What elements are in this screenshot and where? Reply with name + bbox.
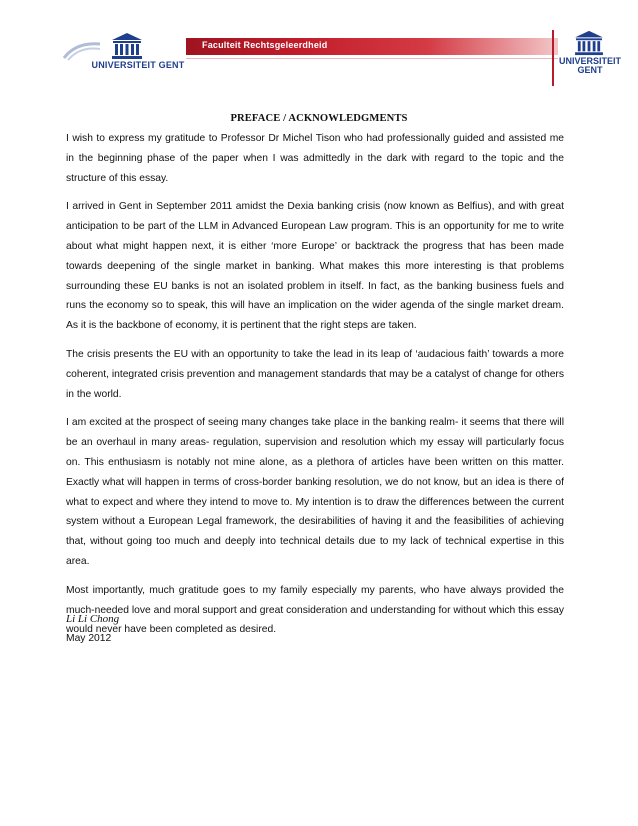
banner-underline: [186, 58, 558, 59]
paragraph: I arrived in Gent in September 2011 amidst the Dexia banking crisis (now known as Belfius), and with great anticipation to be part of the LLM in Advanced European Law program. This is an opportunity for me to write about what might happen next, it is either ‘more Europe’ or backtrack the progress that has been made towards deepening of the single market in banking. What makes this more interesting is that problems surrounding these EU banks is not an isolated problem in itself. In fact, as the banking business fuels and runs the economy so to speak, this will have an implication on the wider agenda of the single market dream. As it is the backbone of economy, it is pertinent that the right steps are taken.: [66, 201, 564, 332]
date: May 2012: [66, 633, 112, 644]
header-divider: [552, 30, 554, 86]
signature: Li Li Chong: [66, 613, 120, 625]
logo-left-text: UNIVERSITEIT GENT: [91, 60, 185, 70]
university-logo-left: [62, 32, 188, 84]
logo-swoosh-icon: [62, 38, 102, 62]
faculty-banner: [186, 38, 558, 55]
university-logo-right: [558, 30, 622, 86]
paragraph: The crisis presents the EU with an opportunity to take the lead in its leap of ‘audacious faith’ towards a more coherent, integrated crisis prevention and management standards that may be a catalyst of change for others in the world.: [66, 348, 564, 400]
university-building-icon: [110, 32, 144, 60]
page-title: PREFACE / ACKNOWLEDGMENTS: [230, 113, 408, 124]
paragraph: I am excited at the prospect of seeing many changes take place in the banking realm- it seems that there will be an overhaul in many areas- regulation, supervision and resolution which my essay will particularly focus on. This enthusiasm is notably not mine alone, as a plethora of articles have been written on this matter. Exactly what will happen in terms of cross-border banking resolution, we do not know, but an idea is there of what to expect and where they intend to move to. My intention is to draw the differences between the current system without a European Legal framework, the desirabilities of having it and the feasibilities of achieving that, without going too much and deeply into technical details due to my lack of technical expertise in this area.: [66, 417, 564, 567]
page-header: [0, 26, 638, 86]
logo-right-text: UNIVERSITEIT GENT: [558, 56, 621, 75]
university-building-icon: [572, 30, 606, 56]
paragraph: I wish to express my gratitude to Professor Dr Michel Tison who had professionally guided and assisted me in the beginning phase of the paper when I was admittedly in the dark with regard to the topic and the structure of this essay.: [66, 133, 564, 184]
paragraph: Most importantly, much gratitude goes to my family especially my parents, who have always provided the much-needed love and moral support and great consideration and understanding for without which this essay would never have been completed as desired.: [66, 584, 564, 636]
document-body: [66, 129, 564, 649]
faculty-banner-text: Faculteit Rechtsgeleerdheid: [202, 40, 328, 50]
